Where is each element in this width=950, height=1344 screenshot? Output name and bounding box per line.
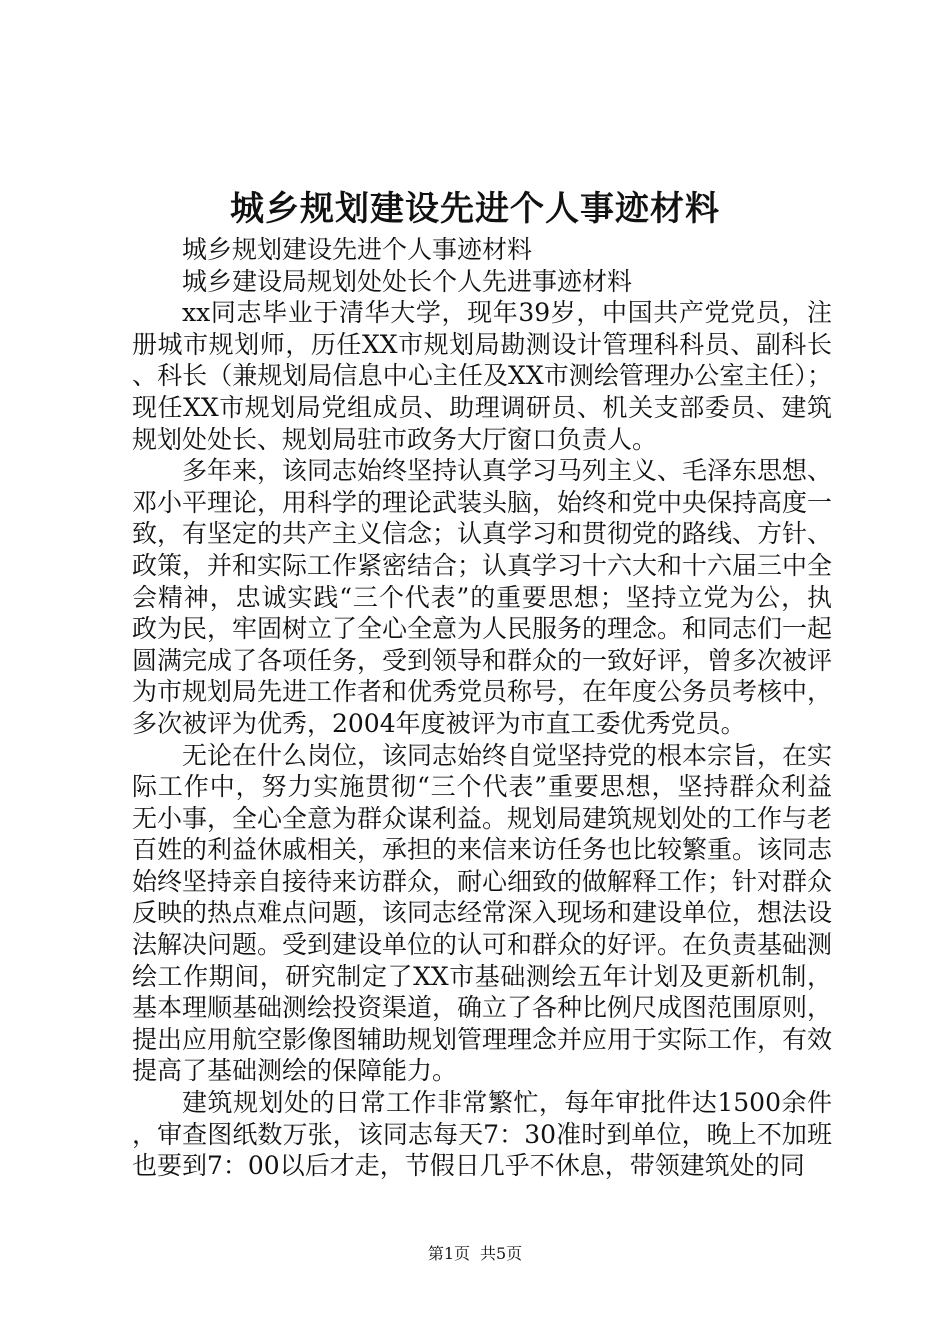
paragraph-political: 多年来，该同志始终坚持认真学习马列主义、毛泽东思想、邓小平理论，用科学的理论武装头脑，始终和党中央保持高度一致，有坚定的共产主义信念；认真学习和贯彻党的路线、方针、政策，并和实际工作紧密结合；认真学习十六大和十六届三中全会精神，忠诚实践“三个代表”的重要思想；坚持立党为公，执政为民，牢固树立了全心全意为人民服务的理念。和同志们一起圆满完成了各项任务，受到领导和群众的一致好评，曾多次被评为市规划局先进工作者和优秀党员称号，在年度公务员考核中，多次被评为优秀，2004年度被评为市直工委优秀党员。 [132,456,833,738]
page-footer [0,1244,950,1264]
paragraph-subtitle: 城乡规划建设先进个人事迹材料 [182,235,533,264]
paragraph-workload: 建筑规划处的日常工作非常繁忙，每年审批件达1500余件，审查图纸数万张，该同志每天7：30准时到单位，晚上不加班也要到7：00以后才走，节假日几乎不休息，带领建筑处的同 [132,1088,832,1181]
paragraph-subtitle-2: 城乡建设局规划处处长个人先进事迹材料 [182,266,633,296]
page-number: 第1页 [427,1244,470,1263]
paragraph-profile: xx同志毕业于清华大学，现年39岁，中国共产党党员，注册城市规划师，历任XX市规划局勘测设计管理科科员、副科长、科长（兼规划局信息中心主任及XX市测绘管理办公室主任）；现任XX市规划局党组成员、助理调研员、机关支部委员、建筑规划处处长、规划局驻市政务大厅窗口负责人。 [132,298,832,454]
document-title: 城乡规划建设先进个人事迹材料 [230,189,720,229]
page-total: 共5页 [480,1244,523,1263]
paragraph-service: 无论在什么岗位，该同志始终自觉坚持党的根本宗旨，在实际工作中，努力实施贯彻“三个代表”重要思想，坚持群众利益无小事，全心全意为群众谋利益。规划局建筑规划处的工作与老百姓的利益休戚相关，承担的来信来访任务也比较繁重。该同志始终坚持亲自接待来访群众，耐心细致的做解释工作；针对群众反映的热点难点问题，该同志经常深入现场和建设单位，想法设法解决问题。受到建设单位的认可和群众的好评。在负责基础测绘工作期间，研究制定了XX市基础测绘五年计划及更新机制，基本理顺基础测绘投资渠道，确立了各种比例尺成图范围原则，提出应用航空影像图辅助规划管理理念并应用于实际工作，有效提高了基础测绘的保障能力。 [132,740,833,1086]
document-body [132,234,832,1182]
